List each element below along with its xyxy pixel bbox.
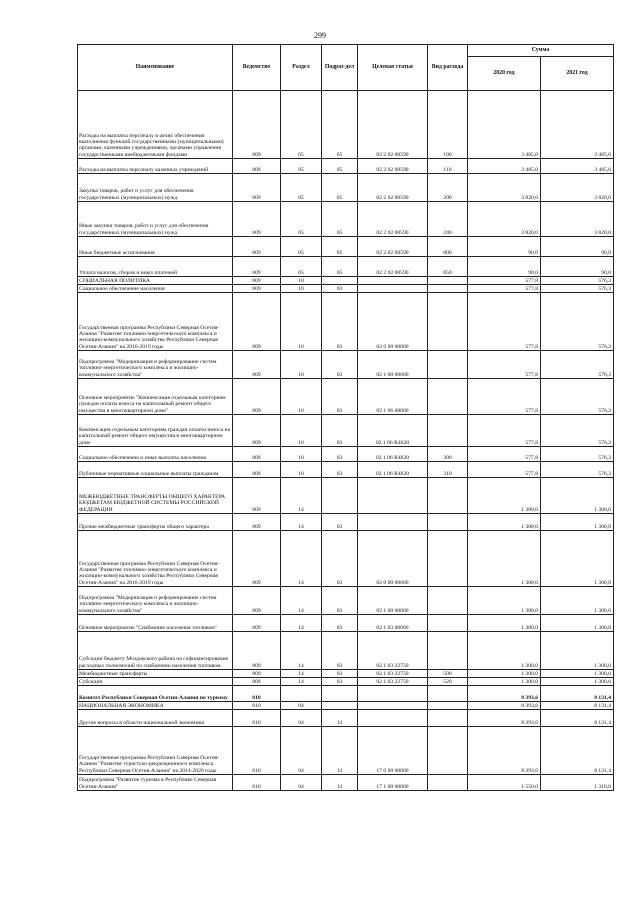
cell-dept: 809 [233,379,281,415]
cell-section: 14 [281,531,322,587]
cell-section: 14 [281,615,322,632]
cell-target: 02 2 02 00590 [358,237,428,257]
table-row [78,587,614,615]
cell-dept: 809 [233,478,281,514]
cell-2020: 577,8 [468,415,541,447]
cell-target: 02 1 03 00000 [358,615,428,632]
cell-name: Подпрограмма "Модернизация и реформирование систем топливно-энергетического комплекса и жилищно-коммунального хозяйства" [78,587,233,615]
table-row [78,91,614,159]
cell-subsection: 03 [322,678,358,686]
cell-name: Основное мероприятие "Компенсация отдельным категориям граждан оплаты взноса на капитальный ремонт общего имущества в многоквартирном доме" [78,379,233,415]
cell-dept: 809 [233,174,281,202]
cell-subsection: 03 [322,514,358,531]
cell-dept: 809 [233,587,281,615]
cell-dept: 809 [233,514,281,531]
cell-section: 14 [281,587,322,615]
cell-2021: 1 300,0 [541,670,614,678]
cell-subsection: 03 [322,285,358,293]
cell-dept: 810 [233,686,281,702]
cell-2021: 1 300,0 [541,587,614,615]
cell-target [358,686,428,702]
cell-dept: 809 [233,462,281,478]
header-target: Целевая статья [358,45,428,91]
cell-2020: 577,8 [468,351,541,379]
cell-subsection: 03 [322,615,358,632]
header-sum: Сумма [468,45,614,57]
cell-target: 02 1 03 22750 [358,670,428,678]
cell-2020: 1 300,0 [468,514,541,531]
cell-target: 02 1 06 R4620 [358,462,428,478]
cell-exp-type [428,686,468,702]
cell-2021: 1 310,0 [541,775,614,791]
table-row [78,202,614,237]
cell-subsection: 05 [322,91,358,159]
cell-name: Прочие межбюджетные трансферты общего характера [78,514,233,531]
cell-dept: 809 [233,351,281,379]
table-row [78,379,614,415]
cell-section: 10 [281,285,322,293]
cell-exp-type [428,277,468,285]
cell-target: 02 2 02 00590 [358,257,428,277]
table-row [78,174,614,202]
cell-target: 02 1 00 00000 [358,351,428,379]
cell-dept: 809 [233,632,281,670]
cell-dept: 809 [233,293,281,351]
cell-exp-type: 200 [428,174,468,202]
cell-section: 10 [281,447,322,462]
cell-target: 02 1 03 22750 [358,678,428,686]
cell-exp-type [428,351,468,379]
cell-subsection: 05 [322,237,358,257]
cell-subsection: 12 [322,727,358,775]
cell-name: НАЦИОНАЛЬНАЯ ЭКОНОМИКА [78,702,233,710]
cell-exp-type: 110 [428,159,468,174]
cell-dept: 809 [233,615,281,632]
cell-target: 02 1 06 00000 [358,379,428,415]
table-row [78,678,614,686]
cell-subsection [322,277,358,285]
cell-exp-type [428,615,468,632]
cell-target: 17 0 00 00000 [358,727,428,775]
cell-section: 05 [281,237,322,257]
cell-exp-type [428,632,468,670]
cell-section: 14 [281,514,322,531]
cell-exp-type [428,702,468,710]
table-row [78,702,614,710]
table-row [78,478,614,514]
cell-section: 04 [281,702,322,710]
cell-section [281,686,322,702]
cell-2021: 576,3 [541,462,614,478]
cell-2021: 1 300,0 [541,615,614,632]
cell-2020: 577,8 [468,285,541,293]
cell-target: 02 0 00 00000 [358,293,428,351]
cell-2020: 1 300,0 [468,678,541,686]
cell-2021: 8 131,4 [541,702,614,710]
cell-2020: 1 300,0 [468,531,541,587]
cell-dept: 809 [233,159,281,174]
cell-2021: 90,0 [541,257,614,277]
table-row [78,727,614,775]
cell-2021: 576,3 [541,447,614,462]
header-exp-type: Вид расхода [428,45,468,91]
table-row [78,686,614,702]
cell-2020: 8 393,6 [468,710,541,727]
cell-exp-type: 300 [428,447,468,462]
cell-2021: 8 131,4 [541,710,614,727]
cell-2021: 1 300,0 [541,514,614,531]
cell-subsection: 05 [322,174,358,202]
cell-name: МЕЖБЮДЖЕТНЫЕ ТРАНСФЕРТЫ ОБЩЕГО ХАРАКТЕРА БЮДЖЕТАМ БЮДЖЕТНОЙ СИСТЕМЫ РОССИЙСКОЙ ФЕДЕРАЦИИ [78,478,233,514]
cell-subsection: 12 [322,775,358,791]
cell-target [358,285,428,293]
cell-name: Субсидии бюджету Моздокского района на софинансирование расходных полномочий по снабжению населения топливом [78,632,233,670]
cell-exp-type [428,727,468,775]
cell-target: 02 2 02 00590 [358,159,428,174]
table-row [78,710,614,727]
table-row [78,447,614,462]
cell-name: Иные бюджетные ассигнования [78,237,233,257]
cell-2020: 1 300,0 [468,670,541,678]
cell-name: Публичные нормативные социальные выплаты гражданам [78,462,233,478]
cell-name: Закупка товаров, работ и услуг для обеспечения государственных (муниципальных) нужд [78,174,233,202]
cell-2021: 576,3 [541,351,614,379]
cell-section: 05 [281,174,322,202]
cell-2020: 1 550,0 [468,775,541,791]
table-row [78,775,614,791]
cell-subsection [322,686,358,702]
cell-name: СОЦИАЛЬНАЯ ПОЛИТИКА [78,277,233,285]
cell-2020: 577,8 [468,277,541,285]
cell-exp-type [428,775,468,791]
cell-dept: 809 [233,237,281,257]
cell-section: 14 [281,632,322,670]
cell-dept: 810 [233,702,281,710]
cell-2020: 3 820,0 [468,174,541,202]
cell-dept: 810 [233,775,281,791]
cell-section: 14 [281,478,322,514]
cell-2020: 577,8 [468,379,541,415]
cell-subsection [322,702,358,710]
cell-dept: 810 [233,710,281,727]
cell-name: Подпрограмма "Модернизация и реформирование систем топливно-энергетического комплекса и жилищно-коммунального хозяйства" [78,351,233,379]
cell-2021: 576,3 [541,379,614,415]
table-row [78,615,614,632]
cell-name: Основное мероприятие "Снабжение населения топливом" [78,615,233,632]
cell-name: Государственная программа Республики Северная Осетия-Алания "Развитие топливно-энергетического комплекса и жилищно-коммунального хозяйства Республики Северная Осетия-Алания" на 2016-2019 годы [78,531,233,587]
cell-2020: 90,0 [468,257,541,277]
cell-exp-type: 240 [428,202,468,237]
cell-exp-type [428,514,468,531]
cell-name: Субсидии [78,678,233,686]
cell-name: Другие вопросы в области национальной экономики [78,710,233,727]
cell-2021: 8 131,4 [541,686,614,702]
cell-2020: 3 820,0 [468,202,541,237]
cell-name: Расходы на выплаты персоналу казенных учреждений [78,159,233,174]
cell-exp-type: 520 [428,678,468,686]
cell-section: 05 [281,257,322,277]
cell-target: 02 2 02 00590 [358,202,428,237]
cell-exp-type: 850 [428,257,468,277]
cell-target: 02 0 00 00000 [358,531,428,587]
cell-section: 14 [281,678,322,686]
table-row [78,257,614,277]
cell-target: 02 2 02 00590 [358,174,428,202]
table-row [78,351,614,379]
table-body [78,91,614,791]
table-row [78,277,614,285]
cell-exp-type: 100 [428,91,468,159]
cell-2020: 577,8 [468,447,541,462]
cell-subsection: 03 [322,415,358,447]
table-row [78,531,614,587]
cell-subsection: 03 [322,462,358,478]
cell-2021: 8 131,4 [541,727,614,775]
cell-name: Комитет Республики Северная Осетия-Алания по туризму [78,686,233,702]
cell-section: 05 [281,202,322,237]
cell-dept: 809 [233,285,281,293]
cell-target [358,478,428,514]
cell-section: 10 [281,293,322,351]
cell-target: 17 1 00 00000 [358,775,428,791]
cell-target: 02 1 06 R4620 [358,447,428,462]
cell-section: 05 [281,159,322,174]
table-row [78,159,614,174]
cell-exp-type [428,478,468,514]
cell-target [358,514,428,531]
cell-name: Иные закупки товаров, работ и услуг для обеспечения государственных (муниципальных) нужд [78,202,233,237]
cell-dept: 809 [233,415,281,447]
cell-subsection: 05 [322,202,358,237]
cell-subsection: 05 [322,257,358,277]
cell-2020: 3 485,0 [468,159,541,174]
cell-2021: 576,3 [541,293,614,351]
cell-subsection: 03 [322,351,358,379]
cell-subsection: 03 [322,531,358,587]
cell-2020: 577,8 [468,462,541,478]
cell-section: 10 [281,379,322,415]
cell-subsection: 03 [322,632,358,670]
cell-target: 02 1 00 00000 [358,587,428,615]
table-row [78,237,614,257]
cell-section: 14 [281,670,322,678]
cell-dept: 809 [233,277,281,285]
cell-name: Государственная программа Республики Северная Осетия-Алания "Развитие туристско-рекреационного комплекса Республики Северная Осетия-Алания" на 2014-2020 годы [78,727,233,775]
cell-name: Расходы на выплаты персоналу в целях обеспечения выполнения функций государственными (муниципальными) органами, казенными учреждениями, органами управления государственными внебюджетными фондами [78,91,233,159]
cell-2021: 90,0 [541,237,614,257]
cell-section: 10 [281,351,322,379]
cell-2020: 1 300,0 [468,587,541,615]
cell-2021: 1 300,0 [541,632,614,670]
cell-2021: 3 485,0 [541,91,614,159]
cell-2020: 1 300,0 [468,615,541,632]
table-row [78,293,614,351]
cell-subsection: 03 [322,670,358,678]
header-section: Раздел [281,45,322,91]
cell-exp-type [428,285,468,293]
cell-name: Уплата налогов, сборов и иных платежей [78,257,233,277]
cell-2020: 577,8 [468,293,541,351]
cell-2021: 576,3 [541,415,614,447]
cell-target: 02 2 02 00590 [358,91,428,159]
cell-dept: 809 [233,91,281,159]
cell-subsection: 12 [322,710,358,727]
cell-2021: 1 300,0 [541,478,614,514]
cell-subsection: 03 [322,587,358,615]
cell-dept: 810 [233,727,281,775]
cell-target: 02 1 06 R4620 [358,415,428,447]
cell-target [358,702,428,710]
cell-dept: 809 [233,447,281,462]
cell-subsection: 03 [322,293,358,351]
cell-2021: 1 300,0 [541,678,614,686]
cell-section: 10 [281,277,322,285]
cell-subsection [322,478,358,514]
cell-target [358,277,428,285]
table-row [78,670,614,678]
cell-2021: 576,3 [541,285,614,293]
cell-2021: 3 820,0 [541,202,614,237]
cell-dept: 809 [233,670,281,678]
cell-2020: 3 485,0 [468,91,541,159]
cell-name: Подпрограмма "Развитие туризма в Республике Северная Осетия-Алания" [78,775,233,791]
cell-2021: 3 820,0 [541,174,614,202]
table-row [78,462,614,478]
header-2021: 2021 год [541,57,614,91]
cell-exp-type [428,415,468,447]
cell-name: Государственная программа Республики Северная Осетия-Алания "Развитие топливно-энергетического комплекса и жилищно-коммунального хозяйства Республики Северная Осетия-Алания" на 2016-2019 годы [78,293,233,351]
cell-name: Межбюджетные трансферты [78,670,233,678]
cell-target: 02 1 03 22750 [358,632,428,670]
cell-name: Компенсация отдельным категориям граждан оплаты взноса на капитальный ремонт общего имущества в многоквартирном доме [78,415,233,447]
cell-exp-type: 500 [428,670,468,678]
cell-dept: 809 [233,202,281,237]
table-row [78,415,614,447]
cell-section: 10 [281,415,322,447]
table-row [78,285,614,293]
cell-section: 05 [281,91,322,159]
cell-subsection: 03 [322,447,358,462]
cell-exp-type [428,587,468,615]
cell-2020: 1 300,0 [468,478,541,514]
header-dept: Ведомство [233,45,281,91]
cell-subsection: 05 [322,159,358,174]
cell-2020: 8 393,6 [468,702,541,710]
cell-exp-type [428,293,468,351]
cell-2020: 1 300,0 [468,632,541,670]
cell-dept: 809 [233,531,281,587]
cell-exp-type: 800 [428,237,468,257]
cell-target [358,710,428,727]
cell-exp-type [428,531,468,587]
cell-dept: 809 [233,678,281,686]
cell-2021: 576,3 [541,277,614,285]
cell-exp-type: 310 [428,462,468,478]
cell-2020: 8 393,6 [468,686,541,702]
cell-2021: 3 485,0 [541,159,614,174]
cell-section: 04 [281,710,322,727]
cell-dept: 809 [233,257,281,277]
cell-name: Социальное обеспечение населения [78,285,233,293]
cell-section: 04 [281,775,322,791]
header-subsection: Подраз-дел [322,45,358,91]
cell-section: 04 [281,727,322,775]
cell-2021: 1 300,0 [541,531,614,587]
cell-subsection: 03 [322,379,358,415]
header-2020: 2020 год [468,57,541,91]
cell-section: 10 [281,462,322,478]
budget-table [77,44,614,791]
cell-2020: 8 393,6 [468,727,541,775]
header-name: Наименование [78,45,233,91]
table-row [78,514,614,531]
cell-name: Социальное обеспечение и иные выплаты населению [78,447,233,462]
cell-exp-type [428,710,468,727]
cell-2020: 90,0 [468,237,541,257]
cell-exp-type [428,379,468,415]
table-row [78,632,614,670]
page-number: 299 [314,31,326,40]
